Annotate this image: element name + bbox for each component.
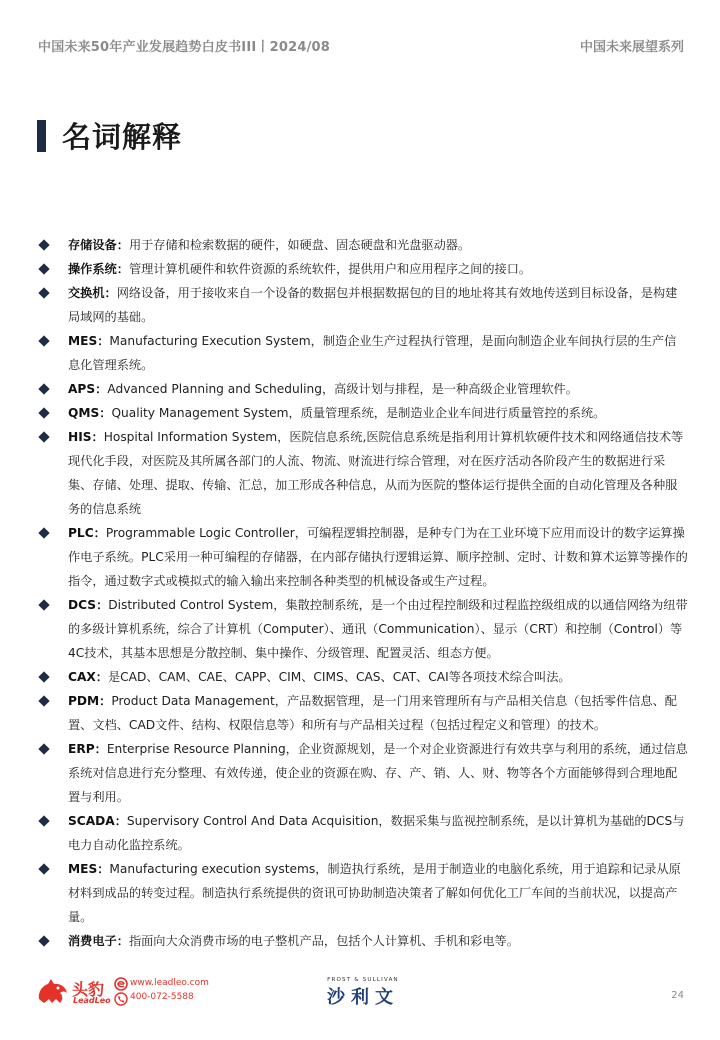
website-text: www.leadleo.com	[130, 978, 209, 988]
glossary-definition: Manufacturing Execution System，制造企业生产过程执行管理，是面向制造企业车间执行层的生产信息化管理系统。	[68, 334, 677, 372]
glossary-entry	[38, 521, 688, 593]
diamond-bullet-icon	[38, 671, 49, 682]
glossary-term: SCADA：	[68, 814, 127, 828]
phone-icon	[114, 992, 128, 1006]
glossary-entry	[38, 329, 688, 377]
diamond-bullet-icon	[38, 695, 49, 706]
brand-name-cn: 头豹	[72, 980, 105, 999]
phone-text: 400-072-5588	[130, 992, 194, 1002]
leadleo-logo	[36, 975, 236, 1007]
brand-name-en: LeadLeo	[73, 996, 111, 1005]
title-accent-bar	[37, 120, 46, 152]
shalliwen-logo-text: 沙利文	[327, 987, 399, 1008]
glossary-definition: 网络设备，用于接收来自一个设备的数据包并根据数据包的目的地址将其有效地传送到目标设备，是构建局域网的基础。	[68, 286, 678, 324]
glossary-definition: Quality Management System，质量管理系统，是制造业企业车间进行质量管控的系统。	[111, 406, 606, 420]
glossary-definition: Distributed Control System，集散控制系统，是一个由过程控制级和过程监控级组成的以通信网络为纽带的多级计算机系统，综合了计算机（Computer）、通讯（Communication）、显示（CRT）和控制（Control）等4C技术，其基本思想是分散控制、集中操作、分级管理、配置灵活、组态方便。	[68, 598, 688, 660]
glossary-term: HIS：	[68, 430, 104, 444]
glossary-entry	[38, 257, 688, 281]
glossary-term: 消费电子：	[68, 934, 129, 948]
glossary-list	[38, 233, 688, 953]
glossary-definition: Enterprise Resource Planning，企业资源规划，是一个对企业资源进行有效共享与利用的系统，通过信息系统对信息进行充分整理、有效传递，使企业的资源在购、存、产、销、人、财、物等各个方面能够得到合理地配置与利用。	[68, 742, 688, 804]
glossary-definition: 指面向大众消费市场的电子整机产品，包括个人计算机、手机和彩电等。	[128, 934, 519, 948]
glossary-entry	[38, 281, 688, 329]
glossary-term: APS：	[68, 382, 108, 396]
glossary-entry	[38, 857, 688, 929]
glossary-definition: 管理计算机硬件和软件资源的系统软件，提供用户和应用程序之间的接口。	[128, 262, 532, 276]
glossary-entry	[38, 929, 688, 953]
glossary-entry	[38, 809, 688, 857]
diamond-bullet-icon	[38, 287, 49, 298]
glossary-entry	[38, 689, 688, 737]
diamond-bullet-icon	[38, 815, 49, 826]
glossary-entry	[38, 401, 688, 425]
glossary-term: PLC：	[68, 526, 106, 540]
diamond-bullet-icon	[38, 743, 49, 754]
glossary-entry	[38, 665, 688, 689]
glossary-entry	[38, 233, 688, 257]
glossary-definition: 是CAD、CAM、CAE、CAPP、CIM、CIMS、CAS、CAT、CAI等各项技术综合叫法。	[107, 670, 571, 684]
glossary-term: 交换机：	[68, 286, 117, 300]
glossary-term: QMS：	[68, 406, 112, 420]
diamond-bullet-icon	[38, 935, 49, 946]
glossary-definition: Supervisory Control And Data Acquisition，数据采集与监视控制系统，是以计算机为基础的DCS与电力自动化监控系统。	[68, 814, 685, 852]
diamond-bullet-icon	[38, 263, 49, 274]
glossary-definition: Product Data Management，产品数据管理，是一门用来管理所有与产品相关信息（包括零件信息、配置、文档、CAD文件、结构、权限信息等）和所有与产品相关过程（包括过程定义和管理）的技术。	[68, 694, 677, 732]
diamond-bullet-icon	[38, 239, 49, 250]
glossary-definition: Advanced Planning and Scheduling，高级计划与排程，是一种高级企业管理软件。	[107, 382, 578, 396]
glossary-term: DCS：	[68, 598, 109, 612]
glossary-entry	[38, 425, 688, 521]
glossary-term: 存储设备：	[68, 238, 129, 252]
glossary-definition: Hospital Information System，医院信息系统,医院信息系统是指利用计算机软硬件技术和网络通信技术等现代化手段，对医院及其所属各部门的人流、物流、财流进行综合管理，对在医疗活动各阶段产生的数据进行采集、存储、处理、提取、传输、汇总，加工形成各种信息，从而为医院的整体运行提供全面的自动化管理及各种服务的信息系统	[68, 430, 684, 516]
page-title: 名词解释	[62, 120, 183, 154]
glossary-term: ERP：	[68, 742, 107, 756]
lion-logo-icon	[36, 977, 70, 1005]
diamond-bullet-icon	[38, 431, 49, 442]
glossary-definition: 用于存储和检索数据的硬件，如硬盘、固态硬盘和光盘驱动器。	[128, 238, 471, 252]
frost-sullivan-wordmark: FROST & SULLIVAN	[327, 977, 399, 983]
glossary-term: PDM：	[68, 694, 112, 708]
diamond-bullet-icon	[38, 407, 49, 418]
glossary-term: CAX：	[68, 670, 108, 684]
diamond-bullet-icon	[38, 599, 49, 610]
page-number: 24	[671, 990, 684, 1001]
diamond-bullet-icon	[38, 335, 49, 346]
diamond-bullet-icon	[38, 527, 49, 538]
glossary-term: MES：	[68, 334, 110, 348]
glossary-term: 操作系统：	[68, 262, 129, 276]
diamond-bullet-icon	[38, 863, 49, 874]
glossary-definition: Manufacturing execution systems，制造执行系统，是用于制造业的电脑化系统，用于追踪和记录从原材料到成品的转变过程。制造执行系统提供的资讯可协助制造决策者了解如何优化工厂车间的当前状况，以提高产量。	[68, 862, 681, 924]
document-header-title: 中国未来50年产业发展趋势白皮书III丨2024/08	[38, 40, 331, 55]
glossary-term: MES：	[68, 862, 110, 876]
glossary-entry	[38, 593, 688, 665]
series-name: 中国未来展望系列	[579, 40, 684, 55]
glossary-definition: Programmable Logic Controller，可编程逻辑控制器，是种专门为在工业环境下应用而设计的数字运算操作电子系统。PLC采用一种可编程的存储器，在内部存储执行逻辑运算、顺序控制、定时、计数和算术运算等操作的指令，通过数字式或模拟式的输入输出来控制各种类型的机械设备或生产过程。	[68, 526, 688, 588]
web-e-icon	[114, 977, 128, 991]
glossary-entry	[38, 737, 688, 809]
glossary-entry	[38, 377, 688, 401]
diamond-bullet-icon	[38, 383, 49, 394]
